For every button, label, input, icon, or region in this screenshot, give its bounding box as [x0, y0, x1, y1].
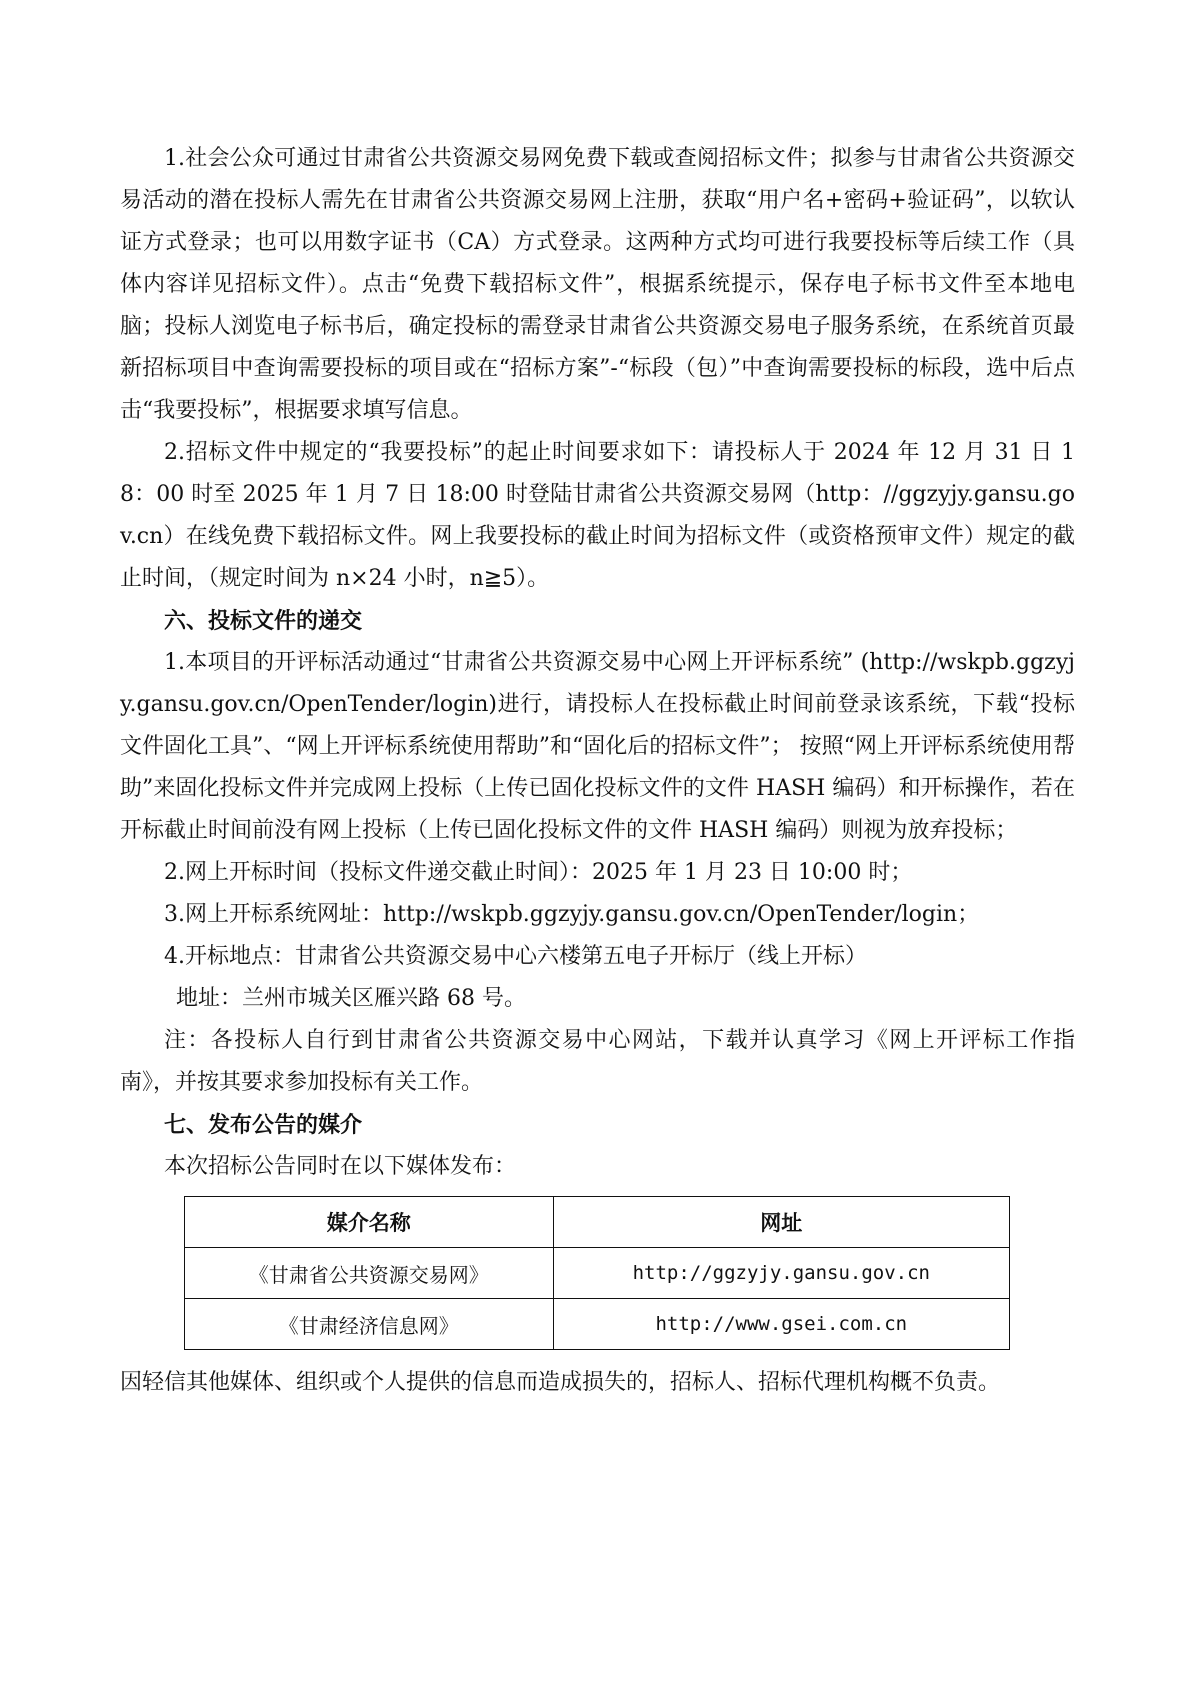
- column-header-media-name: 媒介名称: [185, 1197, 554, 1248]
- paragraph-address: 地址：兰州市城关区雁兴路 68 号。: [176, 986, 526, 1011]
- paragraph-media-intro: 本次招标公告同时在以下媒体发布：: [164, 1154, 517, 1179]
- paragraph-online-system: 1.本项目的开评标活动通过“甘肃省公共资源交易中心网上开评标系统” (http://wskpb.ggzyjy.gansu.gov.cn/OpenTender/login)进行，请投标人在投标截止时间前登录该系统，下载“投标文件固化工具”、“网上开评标系统使用帮助”和“固化后的招标文件”； 按照“网上开评标系统使用帮助”来固化投标文件并完成网上投标（上传已固化投标文件的文件 HASH 编码）和开标操作，若在开标截止时间前没有网上投标（上传已固化投标文件的文件 HASH 编码）则视为放弃投标；: [120, 650, 1075, 843]
- cell-media-name: 《甘肃经济信息网》: [185, 1299, 554, 1350]
- paragraph-note: 注：各投标人自行到甘肃省公共资源交易中心网站，下载并认真学习《网上开评标工作指南》，并按其要求参加投标有关工作。: [120, 1028, 1075, 1095]
- paragraph-opening-time: 2.网上开标时间（投标文件递交截止时间）：2025 年 1 月 23 日 10:00 时；: [164, 860, 913, 885]
- section-heading-submission: 六、投标文件的递交: [164, 608, 363, 634]
- media-table: [184, 1196, 1010, 1350]
- column-header-url: 网址: [553, 1197, 1009, 1248]
- paragraph-download-instructions: 1.社会公众可通过甘肃省公共资源交易网免费下载或查阅招标文件；拟参与甘肃省公共资源交易活动的潜在投标人需先在甘肃省公共资源交易网上注册，获取“用户名+密码+验证码”，以软认证方式登录；也可以用数字证书（CA）方式登录。这两种方式均可进行我要投标等后续工作（具体内容详见招标文件）。点击“免费下载招标文件”，根据系统提示，保存电子标书文件至本地电脑；投标人浏览电子标书后，确定投标的需登录甘肃省公共资源交易电子服务系统，在系统首页最新招标项目中查询需要投标的项目或在“招标方案”-“标段（包）”中查询需要投标的标段，选中后点击“我要投标”，根据要求填写信息。: [120, 146, 1075, 423]
- paragraph-system-url: 3.网上开标系统网址：http://wskpb.ggzyjy.gansu.gov.cn/OpenTender/login；: [164, 902, 980, 927]
- document-page: [120, 138, 1075, 1404]
- cell-url: http://ggzyjy.gansu.gov.cn: [553, 1248, 1009, 1299]
- paragraph-disclaimer: 因轻信其他媒体、组织或个人提供的信息而造成损失的，招标人、招标代理机构概不负责。: [120, 1370, 1001, 1395]
- paragraph-opening-location: 4.开标地点：甘肃省公共资源交易中心六楼第五电子开标厅（线上开标）: [164, 944, 867, 969]
- table-header-row: [185, 1197, 1010, 1248]
- table-row: [185, 1299, 1010, 1350]
- section-heading-media: 七、发布公告的媒介: [164, 1112, 363, 1138]
- cell-media-name: 《甘肃省公共资源交易网》: [185, 1248, 554, 1299]
- cell-url: http://www.gsei.com.cn: [553, 1299, 1009, 1350]
- paragraph-bid-time: 2.招标文件中规定的“我要投标”的起止时间要求如下：请投标人于 2024 年 12 月 31 日 18：00 时至 2025 年 1 月 7 日 18:00 时登陆甘肃省公共资源交易网（http：//ggzyjy.gansu.gov.cn）在线免费下载招标文件。网上我要投标的截止时间为招标文件（或资格预审文件）规定的截止时间，（规定时间为 n×24 小时，n≧5）。: [120, 440, 1075, 591]
- table-row: [185, 1248, 1010, 1299]
